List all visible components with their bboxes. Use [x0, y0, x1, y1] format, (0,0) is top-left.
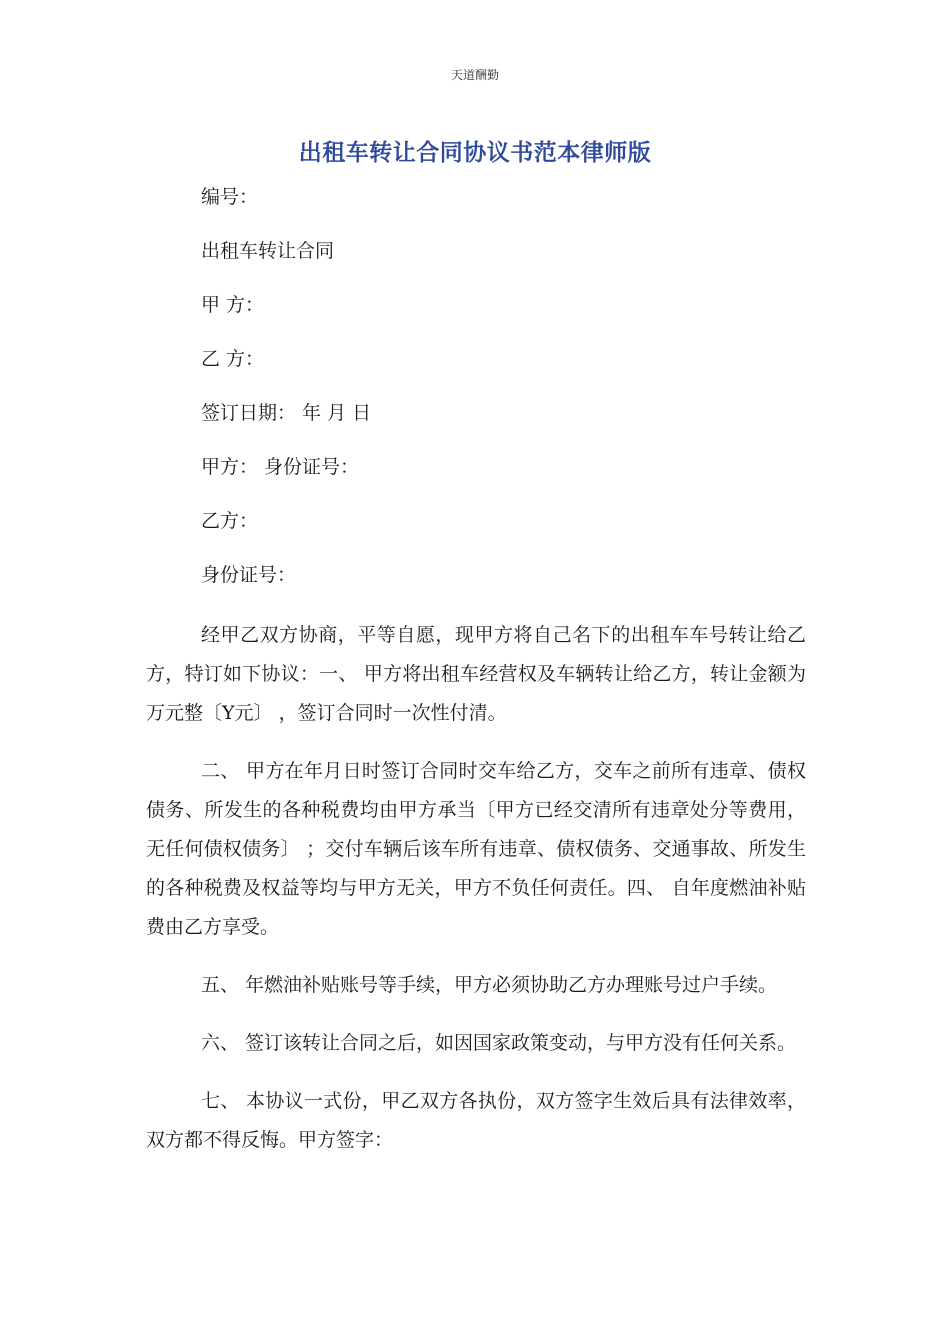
party-b-id-field: 身份证号：	[201, 564, 297, 586]
clause-paragraph: 六、 签订该转让合同之后，如因国家政策变动，与甲方没有任何关系。	[201, 1032, 797, 1054]
contract-number-field: 编号：	[201, 186, 259, 208]
document-title: 出租车转让合同协议书范本律师版	[298, 140, 652, 166]
clause-paragraph: 五、 年燃油补贴账号等手续，甲方必须协助乙方办理账号过户手续。	[201, 974, 778, 996]
clause-paragraph: 二、 甲方在年月日时签订合同时交车给乙方，交车之前所有违章、债权债务、所发生的各种税费均由甲方承当〔甲方已经交清所有违章处分等费用，无任何债权债务〕 ；交付车辆后该车所有违章、债权债务、交通事故、所发生的各种税费及权益等均与甲方无关，甲方不负任何责任。四、 自年度燃油补贴费由乙方享受。	[146, 760, 806, 938]
signing-date-field: 签订日期： 年 月 日	[201, 402, 372, 424]
party-b-signature-field: 乙方：	[201, 510, 259, 532]
party-a-id-field: 甲方： 身份证号：	[201, 456, 360, 478]
clause-paragraph: 七、 本协议一式份，甲乙双方各执份，双方签字生效后具有法律效率，双方都不得反悔。甲方签字：	[146, 1090, 806, 1151]
contract-name-field: 出租车转让合同	[201, 240, 335, 262]
party-a-field: 甲 方：	[201, 294, 265, 316]
clause-paragraph: 经甲乙双方协商，平等自愿，现甲方将自己名下的出租车车号转让给乙方，特订如下协议：一、 甲方将出租车经营权及车辆转让给乙方，转让金额为万元整〔Y元〕 ，签订合同时一次性付清。	[146, 624, 806, 724]
party-b-field: 乙 方：	[201, 348, 265, 370]
document-body	[146, 184, 806, 1179]
page-header: 天道酬勤	[450, 68, 499, 82]
